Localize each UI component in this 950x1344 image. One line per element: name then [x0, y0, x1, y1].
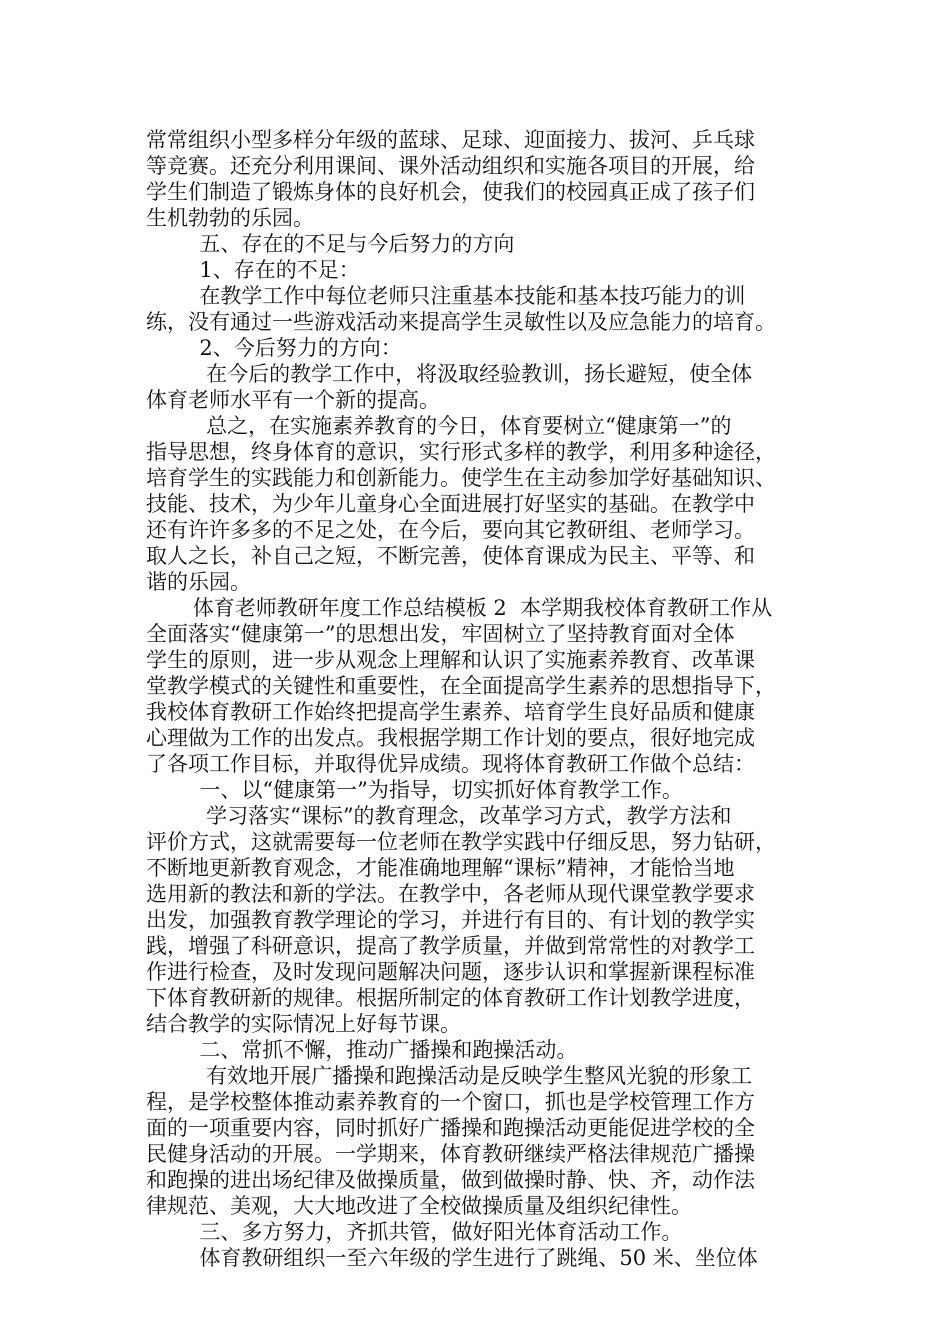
- text-line: 出发，加强教育教学理论的学习，并进行有目的、有计划的教学实: [146, 908, 755, 932]
- text-line: 心理做为工作的出发点。我根据学期工作计划的要点，很好地完成: [146, 726, 755, 750]
- text-line: 二、常抓不懈，推动广播操和跑操活动。: [146, 1038, 578, 1062]
- text-line: 练，没有通过一些游戏活动来提高学生灵敏性以及应急能力的培育。: [146, 310, 776, 334]
- text-line: 在今后的教学工作中，将汲取经验教训，扬长避短，使全体: [146, 362, 753, 386]
- text-line: 面的一项重要内容，同时抓好广播操和跑操活动更能促进学校的全: [146, 1116, 755, 1140]
- text-line: 学习落实“课标”的教育理念，改革学习方式，教学方法和: [146, 804, 732, 828]
- text-line: 在教学工作中每位老师只注重基本技能和基本技巧能力的训: [146, 284, 746, 308]
- text-line: 常常组织小型多样分年级的蓝球、足球、迎面接力、拔河、乒乓球: [146, 128, 755, 152]
- text-line: 律规范、美观，大大地改进了全校做操质量及组织纪律性。: [146, 1194, 692, 1218]
- text-line: 取人之长，补自己之短，不断完善，使体育课成为民主、平等、和: [146, 544, 755, 568]
- text-line: 三、多方努力，齐抓共管，做好阳光体育活动工作。: [146, 1220, 683, 1244]
- text-line: 我校体育教研工作始终把提高学生素养、培育学生良好品质和健康: [146, 700, 755, 724]
- text-line: 结合教学的实际情况上好每节课。: [146, 1012, 461, 1036]
- text-line: 评价方式，这就需要每一位老师在教学实践中仔细反思，努力钻研，: [146, 830, 776, 854]
- text-line: 总之，在实施素养教育的今日，体育要树立“健康第一”的: [146, 414, 732, 438]
- text-line: 有效地开展广播操和跑操活动是反映学生整风光貌的形象工: [146, 1064, 753, 1088]
- text-line: 学生们制造了锻炼身体的良好机会，使我们的校园真正成了孩子们: [146, 180, 755, 204]
- text-line: 指导思想，终身体育的意识，实行形式多样的教学，利用多种途径，: [146, 440, 776, 464]
- text-line: 民健身活动的开展。一学期来，体育教研继续严格法律规范广播操: [146, 1142, 755, 1166]
- text-line: 堂教学模式的关键性和重要性，在全面提高学生素养的思想指导下，: [146, 674, 776, 698]
- text-line: 谐的乐园。: [146, 570, 251, 594]
- text-line: 作进行检查，及时发现问题解决问题，逐步认识和掌握新课程标准: [146, 960, 755, 984]
- text-line: 生机勃勃的乐园。: [146, 206, 314, 230]
- text-line: 2、今后努力的方向：: [146, 336, 402, 360]
- text-line: 全面落实“健康第一”的思想出发，牢固树立了坚持教育面对全体: [146, 622, 735, 646]
- text-line: 体育老师水平有一个新的提高。: [146, 388, 440, 412]
- text-line: 和跑操的进出场纪律及做操质量，做到做操时静、快、齐，动作法: [146, 1168, 755, 1192]
- text-line: 不断地更新教育观念，才能准确地理解“课标”精神，才能恰当地: [146, 856, 735, 880]
- text-line: 体育老师教研年度工作总结模板 2 本学期我校体育教研工作从: [146, 596, 773, 620]
- text-line: 了各项工作目标，并取得优异成绩。现将体育教研工作做个总结：: [146, 752, 755, 776]
- text-line: 一、以“健康第一”为指导，切实抓好体育教学工作。: [146, 778, 683, 802]
- text-line: 还有许许多多的不足之处，在今后，要向其它教研组、老师学习。: [146, 518, 755, 542]
- text-line: 1、存在的不足：: [146, 258, 360, 282]
- text-line: 五、存在的不足与今后努力的方向: [146, 232, 515, 256]
- text-line: 践，增强了科研意识，提高了教学质量，并做到常常性的对教学工: [146, 934, 755, 958]
- text-line: 等竞赛。还充分利用课间、课外活动组织和实施各项目的开展，给: [146, 154, 755, 178]
- text-line: 培育学生的实践能力和创新能力。使学生在主动参加学好基础知识、: [146, 466, 776, 490]
- text-line: 程，是学校整体推动素养教育的一个窗口，抓也是学校管理工作方: [146, 1090, 755, 1114]
- text-line: 学生的原则，进一步从观念上理解和认识了实施素养教育、改革课: [146, 648, 755, 672]
- text-line: 下体育教研新的规律。根据所制定的体育教研工作计划教学进度，: [146, 986, 755, 1010]
- text-line: 技能、技术，为少年儿童身心全面进展打好坚实的基础。在教学中: [146, 492, 755, 516]
- text-line: 选用新的教法和新的学法。在教学中，各老师从现代课堂教学要求: [146, 882, 755, 906]
- document-page: [146, 127, 806, 1271]
- text-line: 体育教研组织一至六年级的学生进行了跳绳、50 米、坐位体: [146, 1246, 758, 1270]
